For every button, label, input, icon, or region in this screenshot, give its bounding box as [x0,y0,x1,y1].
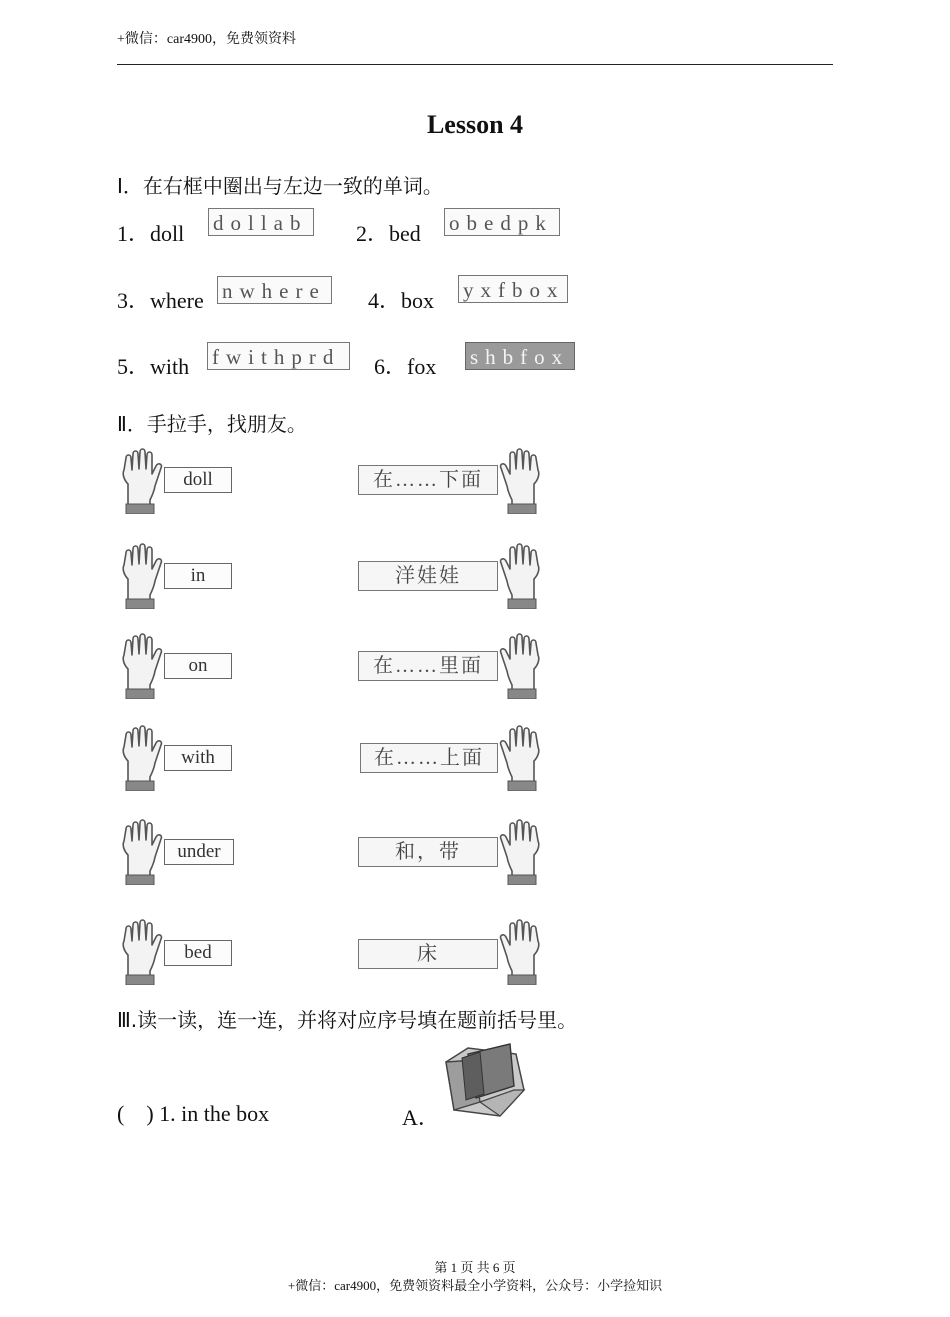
right-word-box[interactable]: 在……上面 [360,743,498,773]
left-hand-icon [116,543,164,609]
right-hand-icon [498,543,546,609]
item-4-label: 4．box [368,288,435,313]
left-hand-icon [116,819,164,885]
right-hand-icon [498,633,546,699]
left-word-box[interactable]: bed [164,940,232,966]
right-word-box[interactable]: 洋娃娃 [358,561,498,591]
left-word-box[interactable]: with [164,745,232,771]
item-6-label: 6．fox [374,354,437,379]
section-1-heading: I．在右框中圈出与左边一致的单词。 [117,174,443,198]
item-2-label: 2．bed [356,221,421,246]
page-title: Lesson 4 [426,110,524,139]
question-1-text: ( ) 1. in the box [117,1101,270,1126]
left-word-box[interactable]: under [164,839,234,865]
left-hand-icon [116,633,164,699]
right-hand-icon [498,725,546,791]
item-2-letter-box[interactable]: obedpk [444,208,560,236]
item-6-letter-box[interactable]: shbfox [465,342,575,370]
right-hand-icon [498,448,546,514]
right-word-box[interactable]: 床 [358,939,498,969]
right-word-box[interactable]: 在……下面 [358,465,498,495]
item-4-letter-box[interactable]: yxfbox [458,275,568,303]
left-hand-icon [116,919,164,985]
item-1-letter-box[interactable]: dollab [208,208,314,236]
left-word-box[interactable]: on [164,653,232,679]
section-2-heading: Ⅱ．手拉手，找朋友。 [117,412,307,436]
box-picture-icon [440,1040,530,1122]
left-hand-icon [116,448,164,514]
item-3-label: 3．where [117,288,204,313]
item-5-letter-box[interactable]: fwithprd [207,342,350,370]
option-a-label: A． [402,1105,440,1130]
right-hand-icon [498,919,546,985]
left-word-box[interactable]: doll [164,467,232,493]
item-5-label: 5．with [117,354,190,379]
right-word-box[interactable]: 在……里面 [358,651,498,681]
header-text: +微信：car4900，免费领资料 [117,32,296,47]
item-3-letter-box[interactable]: nwhere [217,276,332,304]
header-divider [117,64,833,65]
page-number: 第 1 页 共 6 页 [434,1260,516,1275]
right-hand-icon [498,819,546,885]
left-word-box[interactable]: in [164,563,232,589]
footer-text: +微信：car4900，免费领资料最全小学资料，公众号：小学捡知识 [287,1278,663,1293]
right-word-box[interactable]: 和，带 [358,837,498,867]
section-3-heading: Ⅲ.读一读，连一连，并将对应序号填在题前括号里。 [117,1008,578,1032]
item-1-label: 1．doll [117,221,185,246]
left-hand-icon [116,725,164,791]
